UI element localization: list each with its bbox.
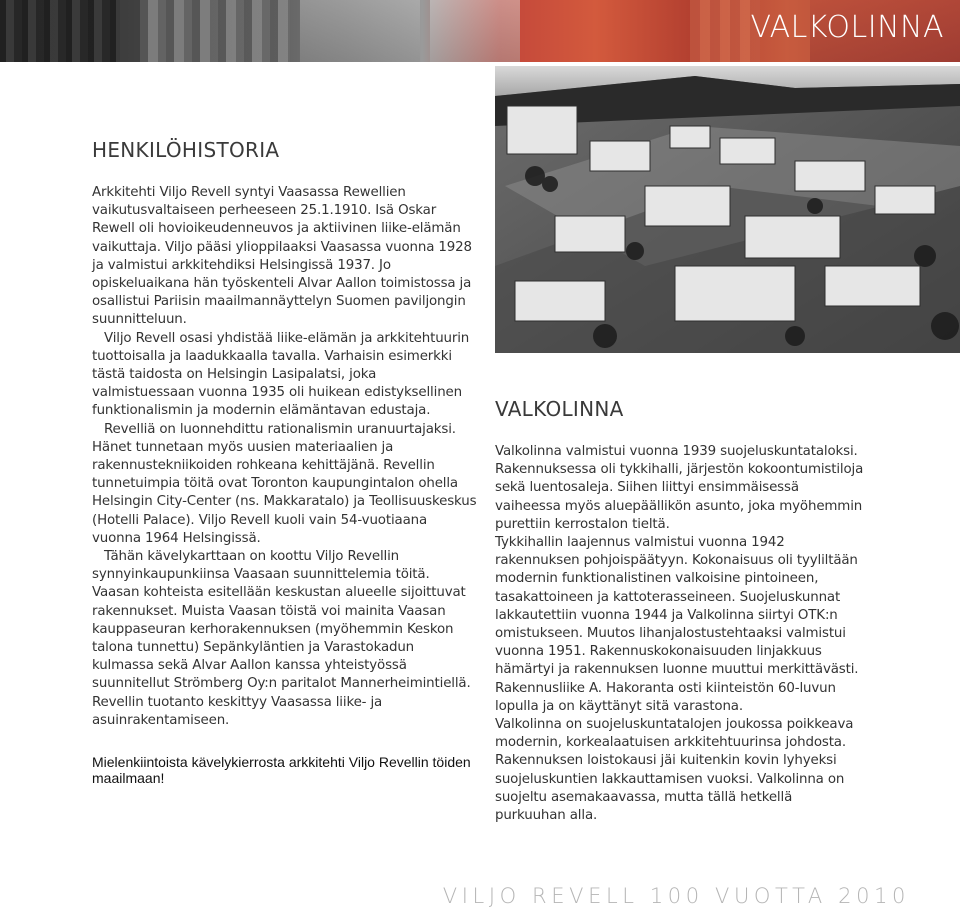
banner-collage-strip	[0, 0, 120, 62]
footer-title: VILJO REVELL 100 VUOTTA 2010	[442, 884, 910, 908]
aerial-photo	[495, 66, 960, 353]
valkolinna-heading: VALKOLINNA	[495, 397, 624, 421]
biography-column	[92, 138, 477, 786]
banner-title: VALKOLINNA	[750, 10, 944, 45]
banner-collage-strip	[430, 0, 520, 62]
biography-text	[92, 184, 477, 730]
banner-collage-strip	[300, 0, 420, 62]
biography-paragraph: Viljo Revell osasi yhdistää liike-elämän ja arkkitehtuurin tuottoisalla ja laadukkaalla tavalla. Varhaisin esimerkki tästä taidosta on Helsingin Lasipalatsi, joka valmistuessaan vuonna 1935 oli huikean edistyksellinen funktionalismin ja modernin elämäntavan edustaja.	[92, 330, 470, 419]
biography-paragraph: Arkkitehti Viljo Revell syntyi Vaasassa Rewellien vaikutusvaltaiseen perheeseen 25.1.1910. Isä Oskar Rewell oli hovioikeudenneuvos ja aktiivinen liike-elämän vaikuttaja. Viljo pääsi ylioppilaaksi Vaasassa vuonna 1928 ja valmistui arkkitehdiksi Helsingissä 1937. Jo opiskeluaikana hän työskenteli Alvar Aallon toimistossa ja osallistui Pariisin maailmannäyttelyn Suomen paviljongin suunnitteluun.	[92, 185, 472, 328]
valkolinna-paragraph: Tykkihallin laajennus valmistui vuonna 1942 rakennuksen pohjoispäätyyn. Kokonaisuus oli tyyliltään modernin funktionalistinen valkoisine pintoineen, tasakattoineen ja kattoterasseineen. Suojeluskunnat lakkautettiin vuonna 1944 ja Valkolinna siirtyi OTK:n omistukseen. Muutos lihanjalostustehtaaksi valmistui vuonna 1951. Rakennuskokonaisuuden linjakkuus hämärtyi ja rakennuksen luonne muuttui merkittävästi. Rakennusliike A. Hakoranta osti kiinteistön 60-luvun lopulla ja on käyttänyt sitä varastona.	[495, 535, 859, 714]
aerial-photo-illustration	[495, 66, 960, 353]
valkolinna-paragraph: Valkolinna valmistui vuonna 1939 suojeluskuntataloksi. Rakennuksessa oli tykkihalli, järjestön kokoontumistiloja sekä luentosaleja. Siihen liittyi ensimmäisessä vaiheessa myös aluepäällikön asunto, joka myöhemmin purettiin kerrostalon tieltä.	[495, 444, 864, 532]
banner-collage-strip	[690, 0, 760, 62]
valkolinna-column	[495, 397, 865, 825]
biography-heading: HENKILÖHISTORIA	[92, 138, 280, 162]
banner-collage-strip	[140, 0, 290, 62]
valkolinna-paragraph: Valkolinna on suojeluskuntatalojen joukossa poikkeava modernin, korkealaatuisen arkkitehtuurinsa johdosta. Rakennuksen loistokausi jäi kuitenkin kovin lyhyeksi suojeluskuntien lakkauttamisen vuoksi. Valkolinna on suojeltu asemakaavassa, mutta tällä hetkellä purkuuhan alla.	[495, 717, 854, 824]
biography-paragraph: Tähän kävelykarttaan on koottu Viljo Revellin synnyinkaupunkiinsa Vaasaan suunnittelemia töitä. Vaasan kohteista esitellään keskustan alueelle sijoittuvat rakennukset. Muista Vaasan töistä voi mainita Vaasan kauppaseuran kerhorakennuksen (myöhemmin Keskon talona tunnettu) Sepänkyläntien ja Varastokadun kulmassa sekä Alvar Aallon kanssa yhteistyössä suunnitellut Strömberg Oy:n paritalot Mannerheimintiellä. Revellin tuotanto keskittyy Vaasassa liike- ja asuinrakentamiseen.	[92, 549, 471, 728]
header-banner	[0, 0, 960, 62]
walking-tour-note: Mielenkiintoista kävelykierrosta arkkitehti Viljo Revellin töiden maailmaan!	[92, 754, 471, 787]
valkolinna-text	[495, 443, 865, 825]
biography-paragraph: Revelliä on luonnehdittu rationalismin uranuurtajaksi. Hänet tunnetaan myös uusien materiaalien ja rakennustekniikoiden rohkeana kehittäjänä. Revellin tunnetuimpia töitä ovat Toronton kaupungintalon ohella Helsingin City-Center (ns. Makkaratalo) ja Teollisuuskeskus (Hotelli Palace). Viljo Revell kuoli vain 54-vuotiaana vuonna 1964 Helsingissä.	[92, 421, 477, 546]
